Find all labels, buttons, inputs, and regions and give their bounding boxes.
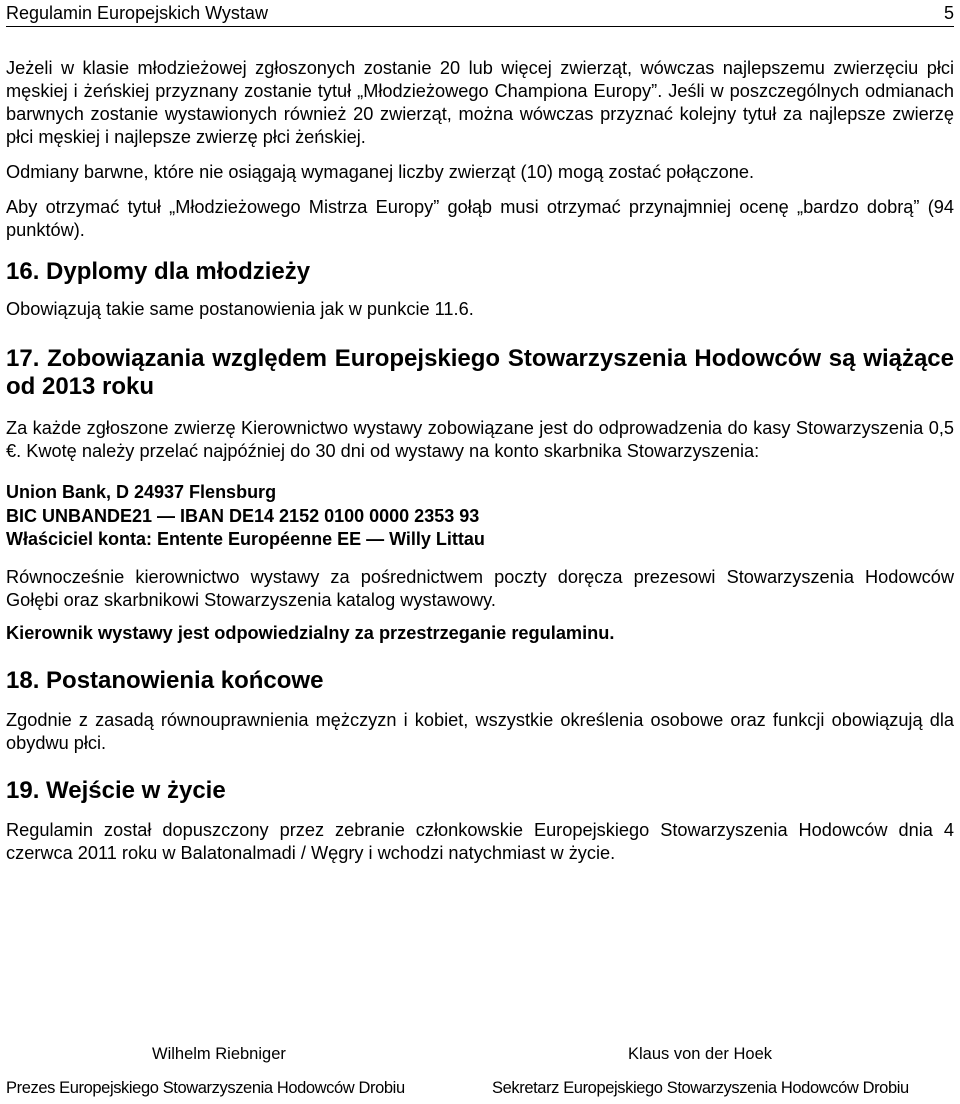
bank-name: Union Bank, D 24937 Flensburg [6,482,277,502]
section-17-catalog-text: Równocześnie kierownictwo wystawy za pośrednictwem poczty doręcza prezesowi Stowarzyszenia Hodowców Gołębi oraz skarbnikowi Stowarzyszenia katalog wystawowy. [6,566,954,610]
bank-details [6,481,954,552]
section-18-text: Zgodnie z zasadą równouprawnienia mężczyzn i kobiet, wszystkie określenia osobowe oraz funkcji obowiązują dla obydwu płci. [6,709,954,753]
right-signatory-title: Sekretarz Europejskiego Stowarzyszenia Hodowców Drobiu [492,1079,909,1097]
section-17-text: Za każde zgłoszone zwierzę Kierownictwo wystawy zobowiązane jest do odprowadzenia do kasy Stowarzyszenia 0,5 €. Kwotę należy przelać najpóźniej do 30 dni od wystawy na konto skarbnika Stowarzyszenia: [6,418,954,461]
left-signatory-title: Prezes Europejskiego Stowarzyszenia Hodowców Drobiu [6,1079,405,1097]
paragraph-color-varieties: Odmiany barwne, które nie osiągają wymaganej liczby zwierząt (10) mogą zostać połączone. [6,162,755,182]
page-header [6,0,954,27]
section-18-heading: 18. Postanowienia końcowe [6,666,324,694]
section-17-responsibility: Kierownik wystawy jest odpowiedzialny za przestrzeganie regulaminu. [6,622,615,643]
left-signatory-name: Wilhelm Riebniger [152,1045,286,1063]
bank-codes: BIC UNBANDE21 — IBAN DE14 2152 0100 0000 2353 93 [6,505,480,526]
account-owner: Właściciel konta: Entente Européenne EE — Willy Littau [6,529,485,549]
header-title: Regulamin Europejskich Wystaw [6,3,268,23]
right-signatory-name: Klaus von der Hoek [628,1045,772,1063]
section-19-text: Regulamin został dopuszczony przez zebranie członkowskie Europejskiego Stowarzyszenia Hodowców dnia 4 czerwca 2011 roku w Balatonalmadi / Węgry i wchodzi natychmiast w życie. [6,819,954,863]
section-19-heading: 19. Wejście w życie [6,776,226,804]
paragraph-junior-master: Aby otrzymać tytuł „Młodzieżowego Mistrza Europy” gołąb musi otrzymać przynajmniej ocenę „bardzo dobrą” (94 punktów). [6,197,954,240]
page-number: 5 [943,3,954,23]
section-17-heading: 17. Zobowiązania względem Europejskiego Stowarzyszenia Hodowców są wiążące od 2013 roku [6,345,954,400]
paragraph-junior-champion: Jeżeli w klasie młodzieżowej zgłoszonych zostanie 20 lub więcej zwierząt, wówczas najlepszemu zwierzęciu płci męskiej i żeńskiej przyznany zostanie tytuł „Młodzieżowego Championa Europy”. Jeśli w poszczególnych odmianach barwnych zostanie wystawionych również 20 zwierząt, można wówczas przyznać kolejny tytuł za najlepsze zwierzę płci męskiej i najlepsze zwierzę płci żeńskiej. [6,58,954,147]
section-16-text: Obowiązują takie same postanowienia jak w punkcie 11.6. [6,299,474,319]
section-16-heading: 16. Dyplomy dla młodzieży [6,258,311,285]
